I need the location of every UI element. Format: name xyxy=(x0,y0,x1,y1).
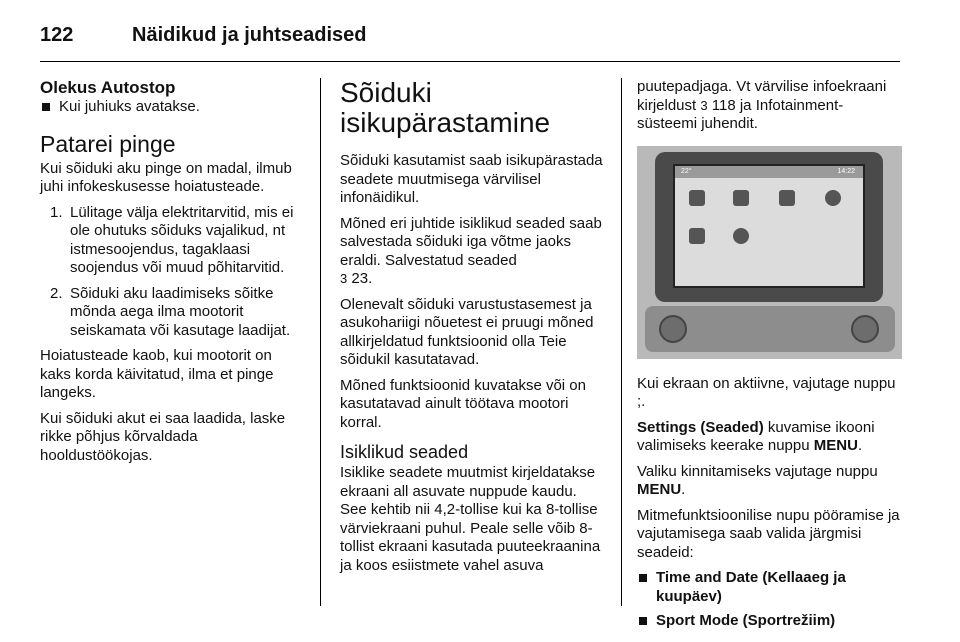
home-button-icon: ; xyxy=(637,393,642,410)
infotainment-photo xyxy=(637,146,902,359)
page-header xyxy=(40,18,920,52)
column-divider-2 xyxy=(621,78,622,606)
screen-statusbar xyxy=(675,166,863,178)
p1-text-a: puutepadjaga. Vt värvilise infoekraani kirjeldust xyxy=(637,78,887,114)
column-1 xyxy=(40,78,306,472)
step-text: Lülitage välja elektritarvitid, mis ei ole ohutuks sõiduks vajalikud, nt istmesoojendus, tagaklaasi soojendus või muud põhitarvitid. xyxy=(70,203,294,276)
autostop-bullet xyxy=(40,98,306,117)
audio-tile-icon xyxy=(689,190,705,206)
page-ref-arrow-icon: 3 xyxy=(700,97,708,113)
p3-text: kuvamise ikooni valimiseks keerake nuppu xyxy=(637,418,875,454)
column-2 xyxy=(340,78,606,582)
col3-p3 xyxy=(637,419,902,456)
personalization-p1: Sõiduki kasutamist saab isikupärastada seadete muutmisega värvilisel infonäidikul. xyxy=(340,152,603,206)
media-tile-icon xyxy=(779,190,795,206)
page-ref[interactable]: 23. xyxy=(351,270,373,287)
personalization-p4: Mõned funktsioonid kuvatakse või on kasutatavad ainult töötava mootori korral. xyxy=(340,376,586,431)
col3-p5: Mitmefunktsioonilise nupu pööramise ja vajutamisega saab valida järgmisi seadeid: xyxy=(637,506,900,561)
right-knob-icon xyxy=(851,315,879,343)
p2-text: Mõned eri juhtide isiklikud seaded saab salvestada sõiduki iga võtme jaoks eraldi. Salvestatud seaded xyxy=(340,214,602,269)
left-knob-icon xyxy=(659,315,687,343)
settings-tile-icon xyxy=(733,228,749,244)
p2-text-a: Kui ekraan on aktiivne, vajutage nuppu xyxy=(637,374,896,392)
page-number: 122 xyxy=(40,23,74,46)
step-item xyxy=(50,204,306,278)
running-title: Näidikud ja juhtseadised xyxy=(132,23,367,46)
vehicle-tile-icon xyxy=(689,228,705,244)
warning-clears-text: Hoiatusteade kaob, kui mootorit on kaks korda käivitatud, ilma et pinge langeks. xyxy=(40,347,274,401)
page-ref-arrow-icon: 3 xyxy=(340,271,348,286)
autostop-heading: Olekus Autostop xyxy=(40,78,176,97)
col3-p4 xyxy=(637,463,902,500)
phone-tile-icon xyxy=(733,190,749,206)
personalization-p2 xyxy=(340,215,606,289)
bullet-square-icon xyxy=(639,574,647,582)
display-screen xyxy=(673,164,865,288)
cannot-charge-text: Kui sõiduki akut ei saa laadida, laske rikke põhjus kõrvaldada hooldustöökojas. xyxy=(40,409,286,464)
personal-settings-heading: Isiklikud seaded xyxy=(340,442,469,462)
autostop-bullet-text: Kui juhiuks avatakse. xyxy=(59,98,200,115)
col3-p1 xyxy=(637,78,902,134)
column-3 xyxy=(637,78,902,637)
menu-label: MENU xyxy=(637,481,682,498)
settings-bullet-text: Time and Date (Kellaaeg ja kuupäev) xyxy=(656,569,846,605)
personalization-p3: Olenevalt sõiduki varustustasemest ja asukohariigi nõuetest ei pruugi mõned allkirjeldatud funktsioonid olla Teie sõidukil kasutatavad. xyxy=(340,295,594,368)
step-text: Sõiduki aku laadimiseks sõitke mõnda aega ilma mootorit seiskamata või kasutage laadijat. xyxy=(70,284,291,339)
screen-temperature: 22° xyxy=(681,167,692,175)
screen-clock: 14:22 xyxy=(837,167,855,175)
settings-bullet xyxy=(637,569,902,606)
settings-bullet-text: Sport Mode (Sportrežiim) xyxy=(656,612,836,629)
personalization-p5: Isiklike seadete muutmist kirjeldatakse ekraani all asuvate nuppude kaudu. See kehtib nii 4,2-tollise kui ka 8-tollise värviekraani puhul. Peale selle võib 8-tollist ekraani kasutada puuteekraanina ja koos esiistmete vahel asuva xyxy=(340,464,601,574)
personalization-heading: Sõiduki isikupärastamine xyxy=(340,77,551,138)
p2-text-b: . xyxy=(641,393,646,410)
nav-tile-icon xyxy=(825,190,841,206)
p4-end: . xyxy=(681,481,686,498)
step-number: 1. xyxy=(50,203,63,221)
p1-text-b: 118 ja Infotainment-süsteemi juhendit. xyxy=(637,96,844,132)
settings-bullet xyxy=(637,612,902,631)
p4-text: Valiku kinnitamiseks vajutage nuppu xyxy=(637,462,878,480)
step-item xyxy=(50,285,306,341)
step-number: 2. xyxy=(50,284,63,302)
control-panel xyxy=(645,306,895,352)
bullet-square-icon xyxy=(639,617,647,625)
battery-intro: Kui sõiduki aku pinge on madal, ilmub juhi infokeskusesse hoiatusteade. xyxy=(40,159,292,195)
column-divider-1 xyxy=(320,78,321,606)
settings-label: Settings (Seaded) xyxy=(637,418,764,436)
menu-label: MENU xyxy=(813,437,858,454)
col3-p2 xyxy=(637,375,902,412)
p3-end: . xyxy=(857,437,863,454)
bullet-square-icon xyxy=(42,103,50,111)
battery-heading: Patarei pinge xyxy=(40,130,176,157)
header-rule xyxy=(40,61,900,62)
